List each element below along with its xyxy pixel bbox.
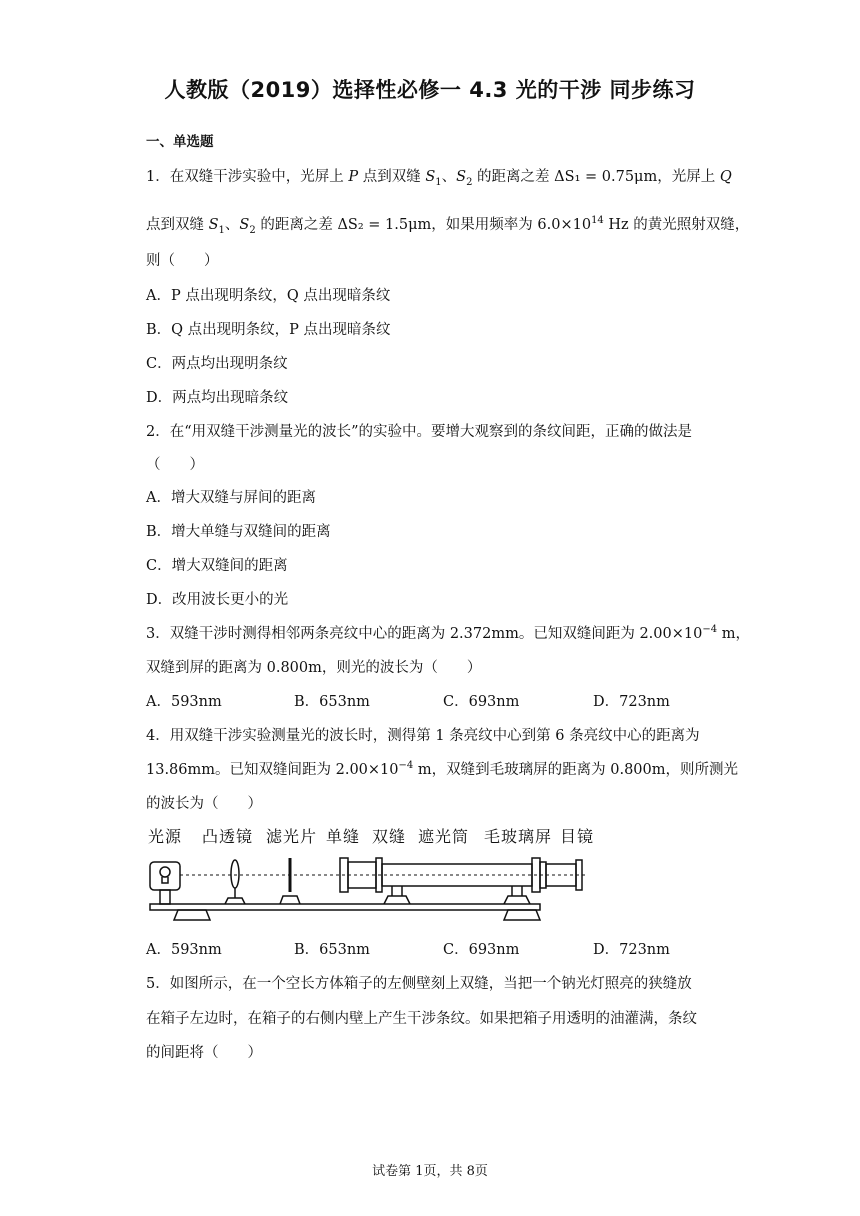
lens-holder: [225, 898, 245, 904]
label-light-shield-tube: 遮光筒: [418, 827, 470, 846]
q3-option-a[interactable]: A．593nm: [146, 694, 222, 710]
q1-line-1: [146, 167, 732, 187]
q4-option-c[interactable]: C．693nm: [443, 942, 520, 958]
q5-line-1: 5．如图所示，在一个空长方体箱子的左侧壁刻上双缝，当把一个钠光灯照亮的狭缝放: [146, 976, 692, 992]
q3-option-c[interactable]: C．693nm: [443, 694, 520, 710]
q4-option-b[interactable]: B．653nm: [294, 942, 370, 958]
q1-text: 点到双缝: [358, 169, 426, 185]
q4-text: m，双缝到毛玻璃屏的距离为 0.800m，则所测光: [413, 762, 738, 778]
q1-text: 的距离之差: [255, 217, 338, 233]
q1-s1: S: [425, 169, 436, 185]
q2-option-b[interactable]: B．增大单缝与双缝间的距离: [146, 524, 331, 540]
q1-text: 点到双缝: [146, 217, 209, 233]
q1-text: Hz 的黄光照射双缝，: [603, 217, 750, 233]
light-source-stand: [160, 890, 170, 904]
convex-lens-icon: [231, 860, 239, 888]
optical-bench-rail: [150, 904, 540, 910]
filter-holder: [280, 896, 300, 904]
label-frosted-screen: 毛玻璃屏: [484, 827, 553, 846]
tube-support-right: [512, 886, 522, 896]
q5-line-3: 的间距将（ ）: [146, 1045, 262, 1061]
q3-exponent: −4: [702, 624, 718, 636]
q1-s2-sub: 2: [249, 224, 256, 236]
q4-line-3: 的波长为（ ）: [146, 796, 262, 812]
q3-text: m，: [717, 626, 750, 642]
page-title: 人教版（2019）选择性必修一 4.3 光的干涉 同步练习: [164, 78, 696, 102]
q1-s1-sub: 1: [435, 176, 442, 188]
q2-line-2: （ ）: [146, 457, 204, 473]
q1-exponent: 14: [591, 215, 604, 227]
q1-line-3: 则（ ）: [146, 253, 219, 269]
q1-option-b[interactable]: B．Q 点出现明条纹，P 点出现暗条纹: [146, 322, 391, 338]
q1-s1-sub: 1: [218, 224, 225, 236]
q1-sep: 、: [224, 217, 240, 233]
label-eyepiece: 目镜: [560, 827, 595, 846]
q3-option-d[interactable]: D．723nm: [593, 694, 670, 710]
q1-line-2: [146, 215, 749, 235]
q4-line-1: 4．用双缝干涉实验测量光的波长时，测得第 1 条亮纹中心到第 6 条亮纹中心的距离为: [146, 728, 700, 744]
bench-foot-left: [174, 910, 210, 920]
q1-s2: S: [456, 169, 467, 185]
q3-option-b[interactable]: B．653nm: [294, 694, 370, 710]
q1-option-d[interactable]: D．两点均出现暗条纹: [146, 390, 289, 406]
label-double-slit: 双缝: [372, 827, 407, 846]
label-convex-lens: 凸透镜: [202, 827, 254, 846]
tube-support-right-base: [504, 896, 530, 904]
q5-line-2: 在箱子左边时，在箱子的右侧内壁上产生干涉条纹。如果把箱子用透明的油灌满，条纹: [146, 1011, 697, 1027]
q3-line-2: 双缝到屏的距离为 0.800m，则光的波长为（ ）: [146, 660, 482, 676]
q1-delta-s2: ΔS₂ = 1.5μm: [337, 217, 432, 233]
q1-s2-sub: 2: [466, 176, 473, 188]
q3-line-1: [146, 624, 750, 644]
q2-option-a[interactable]: A．增大双缝与屏间的距离: [146, 490, 316, 506]
q4-exponent: −4: [398, 760, 414, 772]
light-source-box: [150, 862, 180, 890]
bulb-base: [162, 877, 168, 883]
page-footer: 试卷第 1页，共 8页: [372, 1164, 488, 1179]
q4-line-2: [146, 760, 738, 780]
apparatus-drawing: [140, 848, 600, 928]
q4-text: 13.86mm。已知双缝间距为: [146, 762, 336, 778]
q1-option-c[interactable]: C．两点均出现明条纹: [146, 356, 288, 372]
q2-option-c[interactable]: C．增大双缝间的距离: [146, 558, 288, 574]
label-single-slit: 单缝: [326, 827, 361, 846]
bench-foot-right: [504, 910, 540, 920]
q1-option-a[interactable]: A．P 点出现明条纹，Q 点出现暗条纹: [146, 288, 391, 304]
label-light-source: 光源: [148, 827, 183, 846]
q2-option-d[interactable]: D．改用波长更小的光: [146, 592, 289, 608]
q3-slit-spacing: 2.00×10: [639, 626, 703, 642]
bulb-icon: [160, 867, 170, 877]
q1-point-q: Q: [719, 169, 732, 185]
tube-support-left-base: [384, 896, 410, 904]
q4-option-d[interactable]: D．723nm: [593, 942, 670, 958]
q1-text: 1．在双缝干涉实验中，光屏上: [146, 169, 349, 185]
section-heading: 一、单选题: [146, 134, 214, 150]
q1-text: 的距离之差: [472, 169, 555, 185]
q1-sep: 、: [441, 169, 457, 185]
q2-line-1: 2．在“用双缝干涉测量光的波长”的实验中。要增大观察到的条纹间距，正确的做法是: [146, 424, 693, 440]
q1-point-p: P: [348, 169, 359, 185]
q1-text: ，如果用频率为 6.0×10: [431, 217, 592, 233]
q1-delta-s1: ΔS₁ = 0.75μm: [554, 169, 658, 185]
q3-text: 3．双缝干涉时测得相邻两条亮纹中心的距离为 2.372mm。已知双缝间距为: [146, 626, 640, 642]
q1-text: ，光屏上: [657, 169, 720, 185]
double-slit-apparatus-figure: [140, 824, 600, 928]
q4-slit-spacing: 2.00×10: [335, 762, 399, 778]
q4-option-a[interactable]: A．593nm: [146, 942, 222, 958]
label-filter: 滤光片: [266, 827, 318, 846]
q1-s1: S: [208, 217, 219, 233]
q1-s2: S: [239, 217, 250, 233]
tube-support-left: [392, 886, 402, 896]
